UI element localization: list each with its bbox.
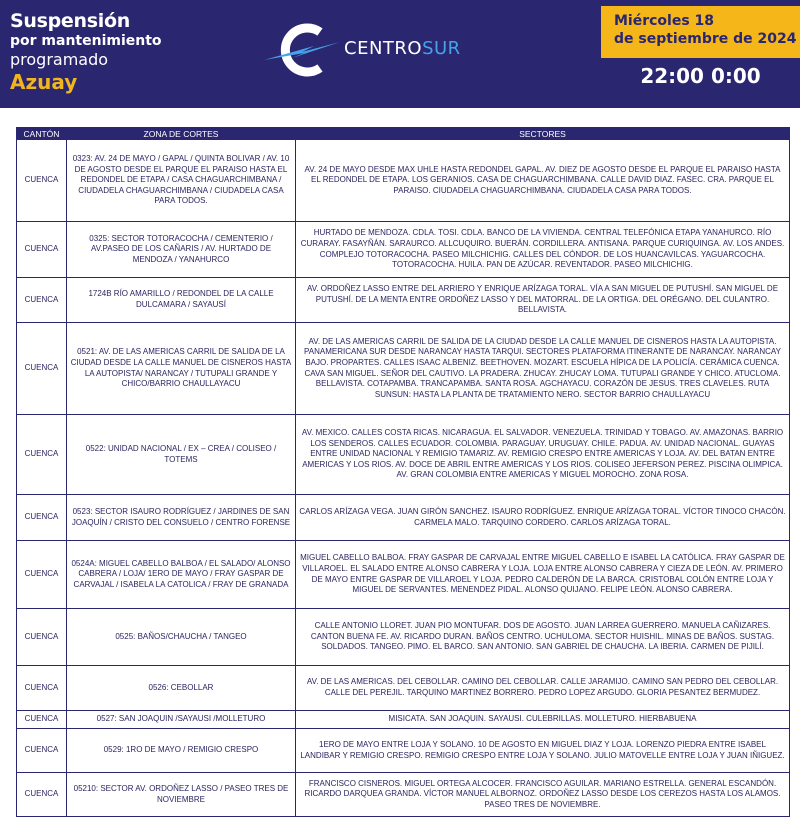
outage-table (16, 127, 790, 817)
zona-cell: 0526: CEBOLLAR (67, 666, 296, 711)
sectores-cell: HURTADO DE MENDOZA. CDLA. TOSI. CDLA. BANCO DE LA VIVIENDA. CENTRAL TELEFÓNICA ETAPA YANAHURCO. RÍO CURARAY. FASAYÑÁN. SARAURCO. ALLCUQUIRO. BUERÁN. CORDILLERA. ANTISANA. PARQUE CURIQUINGA. AV. LOS ANDES. COMPLEJO TOTORACOCHA. PASEO MILCHICHIG. CALLES DEL CÓNDOR. DE LOS HUANCAVILCAS. YAGUARCOCHA. TOTORACOCHA. HUILA. PAN DE AZÚCAR. REVENTADOR. PASEO MILCHICHIG. (296, 222, 790, 278)
sectores-cell: AV. MEXICO. CALLES COSTA RICAS. NICARAGUA. EL SALVADOR. VENEZUELA. TRINIDAD Y TOBAGO. AV. AMAZONAS. BARRIO LOS SENDEROS. CALLES ECUADOR. COLOMBIA. PARAGUAY. URUGUAY. CHILE. PADUA. AV. UNIDAD NACIONAL. GUAYAS ENTRE UNIDAD NACIONAL Y REMIGIO TAMARIZ. AV. REMIGIO CRESPO ENTRE AMERICAS Y LOJA. AV. DEL BATAN ENTRE AMERICAS Y LOS RIOS. AV. DOCE DE ABRIL ENTRE AMERICAS Y LOS RIOS. COLISEO JEFERSON PEREZ. PISCINA OLIMPICA. AV. GRAN COLOMBIA ENTRE AMERICAS Y MIGUEL MOROCHO. ZONA ROSA. (296, 415, 790, 495)
sectores-cell: AV. DE LAS AMERICAS CARRIL DE SALIDA DE LA CIUDAD DESDE LA CALLE MANUEL DE CISNEROS HASTA LA AUTOPISTA. PANAMERICANA SUR DESDE NARANCAY HASTA TARQUI. SECTORES PLATAFORMA ITINERANTE DE NARANCAY. NARANCAY BAJO. PROPARTES. CALLES ISAAC ALBENIZ. BEETHOVEN. MOZART. ESCUELA HÍPICA DE LA POLICÍA. CERÁMICA CUENCA. CAVA SAN MIGUEL. SEÑOR DEL CAUTIVO. LA PRADERA. ZHUCAY. ZHUCAY LOMA. TUTUPALI GRANDE Y CHICO. ATUCLOMA. BELLAVISTA. COTAPAMBA. TRANCAPAMBA. SANTA ROSA. AGCHAYACU. CORAZÓN DE JESUS. TRES CLAVELES. RUTA SUNSUN: HASTA LA PLANTA DE TRATAMIENTO NERO. SECTOR BARRIO CHAULLAYACU (296, 323, 790, 415)
sectores-cell: 1ERO DE MAYO ENTRE LOJA Y SOLANO. 10 DE AGOSTO EN MIGUEL DIAZ Y LOJA. LORENZO PIEDRA ENTRE ISABEL LANDIBAR Y REMIGIO CRESPO. REMIGIO CRESPO ENTRE LOJA Y SOLANO. JULIO MATOVELLE ENTRE LOJA Y JUAN IÑIGUEZ. (296, 729, 790, 773)
canton-cell: CUENCA (17, 415, 67, 495)
date-line-2: de septiembre de 2024 (614, 31, 797, 47)
table-row (17, 773, 790, 817)
canton-cell: CUENCA (17, 711, 67, 729)
zona-cell: 0521: AV. DE LAS AMERICAS CARRIL DE SALIDA DE LA CIUDAD DESDE LA CALLE MANUEL DE CISNEROS HASTA LA AUTOPISTA/ NARANCAY / TUTUPALI GRANDE Y CHICO/BARRIO CHAULLAYACU (67, 323, 296, 415)
zona-cell: 05210: SECTOR AV. ORDOÑEZ LASSO / PASEO TRES DE NOVIEMBRE (67, 773, 296, 817)
sectores-cell: MIGUEL CABELLO BALBOA. FRAY GASPAR DE CARVAJAL ENTRE MIGUEL CABELLO E ISABEL LA CATÓLICA. FRAY GASPAR DE VILLAROEL. EL SALADO ENTRE ALONSO CABRERA Y LOJA. LOJA ENTRE ALONSO CABRERA Y CIEZA DE LEÓN. AV. PRIMERO DE MAYO ENTRE GASPAR DE VILLAROEL Y LOJA. PEDRO CALDERÓN DE LA BARCA. CRISTOBAL COLÓN ENTRE LOJA Y MIGUEL DE SERVANTES. MENENDEZ PIDAL. ALONSO QUIJANO. FELIPE LEÓN. ALONSO CABRERA. (296, 541, 790, 609)
canton-cell: CUENCA (17, 541, 67, 609)
canton-cell: CUENCA (17, 495, 67, 541)
canton-cell: CUENCA (17, 609, 67, 666)
zona-cell: 0527: SAN JOAQUIN /SAYAUSI /MOLLETURO (67, 711, 296, 729)
table-row (17, 541, 790, 609)
column-header-zona: ZONA DE CORTES (67, 128, 296, 140)
canton-cell: CUENCA (17, 323, 67, 415)
sectores-cell: AV. ORDOÑEZ LASSO ENTRE DEL ARRIERO Y ENRIQUE ARÍZAGA TORAL. VÍA A SAN MIGUEL DE PUTUSHÍ. SAN MIGUEL DE PUTUSHÍ. DE LA MENTA ENTRE ORDOÑEZ LASSO Y DEL MATORRAL. DE LA ORTIGA. DEL ORÉGANO. DEL CULANTRO. BELLAVISTA. (296, 278, 790, 323)
zona-cell: 0524A: MIGUEL CABELLO BALBOA / EL SALADO/ ALONSO CABRERA / LOJA/ 1ERO DE MAYO / FRAY GASPAR DE CARVAJAL / ISABELA LA CATOLICA / FRAY DE GRANADA (67, 541, 296, 609)
canton-cell: CUENCA (17, 773, 67, 817)
column-header-sectores: SECTORES (296, 128, 790, 140)
column-header-canton: CANTÓN (17, 128, 67, 140)
canton-cell: CUENCA (17, 729, 67, 773)
canton-cell: CUENCA (17, 666, 67, 711)
centrosur-logo (262, 20, 502, 80)
logo-c-icon (262, 20, 342, 80)
title-line-2: por mantenimiento (10, 33, 162, 49)
brand-suffix: SUR (422, 38, 461, 59)
sectores-cell: CARLOS ARÍZAGA VEGA. JUAN GIRÓN SANCHEZ. ISAURO RODRÍGUEZ. ENRIQUE ARÍZAGA TORAL. VÍCTOR TINOCO CHACÓN. CARMELA MALO. TARQUINO CORDERO. CARLOS ARÍZAGA TORAL. (296, 495, 790, 541)
province-label: Azuay (10, 70, 78, 94)
table-row (17, 222, 790, 278)
date-box (601, 6, 800, 58)
table-row (17, 278, 790, 323)
zona-cell: 0323: AV. 24 DE MAYO / GAPAL / QUINTA BOLIVAR / AV. 10 DE AGOSTO DESDE EL PARQUE EL PARAISO HASTA EL REDONDEL DE ETAPA / CASA CHAGUARCHIMBANA / CIUDADELA CHAGUARCHIMBANA / CIUDADELA CASA PARA TODOS. (67, 140, 296, 222)
title-line-1: Suspensión (10, 10, 130, 32)
sectores-cell: MISICATA. SAN JOAQUIN. SAYAUSI. CULEBRILLAS. MOLLETURO. HIERBABUENA (296, 711, 790, 729)
zona-cell: 1724B RÍO AMARILLO / REDONDEL DE LA CALLE DULCAMARA / SAYAUSÍ (67, 278, 296, 323)
table-row (17, 495, 790, 541)
table-row (17, 609, 790, 666)
table-row (17, 323, 790, 415)
sectores-cell: CALLE ANTONIO LLORET. JUAN PIO MONTUFAR. DOS DE AGOSTO. JUAN LARREA GUERRERO. MANUELA CAÑIZARES. CANTON BUENA FE. AV. RICARDO DURAN. BAÑOS CENTRO. UCHULOMA. SECTOR HUISHIL. MINAS DE BAÑOS. SUSTAG. SOLDADOS. TANGEO. PIMO. EL BARCO. SAN ANTONIO. SAN GABRIEL DE CHAUCHA. LA IBERIA. CARMEN DE PIJILÍ. (296, 609, 790, 666)
sectores-cell: AV. DE LAS AMERICAS. DEL CEBOLLAR. CAMINO DEL CEBOLLAR. CALLE JARAMIJO. CAMINO SAN PEDRO DEL CEBOLLAR. CALLE DEL PEREJIL. TARQUINO MARTINEZ BORRERO. PEDRO LOPEZ ARGUDO. GLORIA PESANTEZ BERMUDEZ. (296, 666, 790, 711)
canton-cell: CUENCA (17, 222, 67, 278)
table-row (17, 415, 790, 495)
table-row (17, 729, 790, 773)
canton-cell: CUENCA (17, 140, 67, 222)
date-line-1: Miércoles 18 (614, 13, 715, 29)
table-row (17, 666, 790, 711)
canton-cell: CUENCA (17, 278, 67, 323)
header-banner (0, 0, 800, 108)
table-row (17, 711, 790, 729)
brand-prefix: CENTRO (344, 38, 423, 59)
brand-name (344, 38, 461, 59)
title-line-3: programado (10, 50, 109, 69)
table-row (17, 140, 790, 222)
zona-cell: 0529: 1RO DE MAYO / REMIGIO CRESPO (67, 729, 296, 773)
notice-title (10, 10, 162, 94)
table-header-row (17, 128, 790, 140)
sectores-cell: FRANCISCO CISNEROS. MIGUEL ORTEGA ALCOCER. FRANCISCO AGUILAR. MARIANO ESTRELLA. GENERAL ESCANDÓN. RICARDO DARQUEA GRANDA. VÍCTOR MANUEL ALBORNOZ. ORDOÑEZ LASSO DESDE LOS CEREZOS HASTA LOS ALAMOS. PASEO TRES DE NOVIEMBRE. (296, 773, 790, 817)
zona-cell: 0523: SECTOR ISAURO RODRÍGUEZ / JARDINES DE SAN JOAQUÍN / CRISTO DEL CONSUELO / CENTRO FORENSE (67, 495, 296, 541)
time-range: 22:00 0:00 (640, 64, 761, 88)
zona-cell: 0525: BAÑOS/CHAUCHA / TANGEO (67, 609, 296, 666)
zona-cell: 0325: SECTOR TOTORACOCHA / CEMENTERIO / AV.PASEO DE LOS CAÑARIS / AV. HURTADO DE MENDOZA / YANAHURCO (67, 222, 296, 278)
footer-strip (0, 828, 800, 834)
zona-cell: 0522: UNIDAD NACIONAL / EX – CREA / COLISEO / TOTEMS (67, 415, 296, 495)
sectores-cell: AV. 24 DE MAYO DESDE MAX UHLE HASTA REDONDEL GAPAL. AV. DIEZ DE AGOSTO DESDE EL PARQUE EL PARAISO HASTA EL REDONDEL DE ETAPA. LOS GERANIOS. CASA DE CHAGUARCHIMBANA. CALLE DAVID DIAZ. FASEC. CRA. PARQUE EL PARAISO. CIUDADELA CHAGUARCHIMBANA. CIUDADELA CASA PARA TODOS. (296, 140, 790, 222)
